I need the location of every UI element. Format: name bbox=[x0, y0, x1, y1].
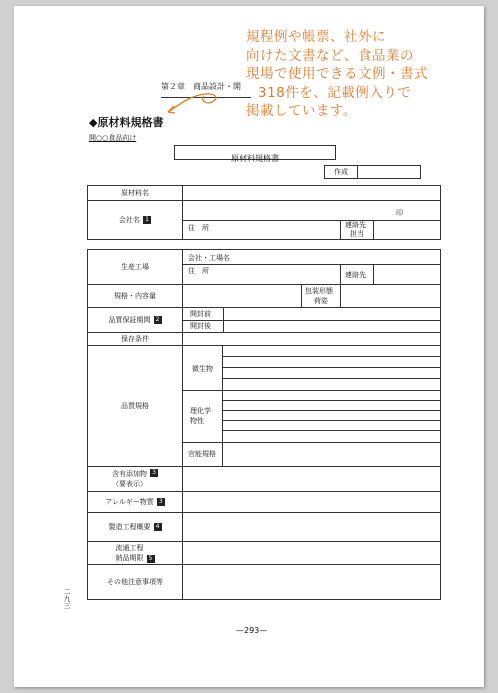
notes-row bbox=[88, 565, 440, 599]
seal-label: 印 bbox=[396, 209, 403, 217]
factory-address-label: 住 所 bbox=[188, 267, 209, 275]
factory-label: 生産工場 bbox=[88, 250, 183, 284]
additives-row bbox=[88, 467, 440, 492]
distribution-row bbox=[88, 542, 440, 565]
note-line-2: 向けた文書など、食品業の bbox=[246, 47, 414, 64]
contact-label: 連絡先 bbox=[345, 221, 366, 229]
material-name-label: 原材料名 bbox=[88, 186, 183, 200]
packaging-label: 包装形態 bbox=[305, 287, 333, 295]
physchem-label: 理化学 物性 bbox=[190, 407, 211, 425]
company-row bbox=[88, 201, 440, 239]
process-text: 製造工程概要 bbox=[108, 523, 151, 531]
company-label bbox=[88, 201, 183, 239]
shelf-life-row bbox=[88, 308, 440, 333]
distribution-label bbox=[88, 542, 183, 564]
sensory-label: 官能規格 bbox=[188, 450, 216, 458]
weight-label: 荷姿 bbox=[314, 297, 328, 305]
note-line-4: 318件を、記載例入りで bbox=[258, 84, 412, 101]
factory-name-label: 会社・工場名 bbox=[188, 254, 230, 262]
company-num: 1 bbox=[143, 216, 151, 224]
note-line-3: 現場で使用できる文例・書式 bbox=[246, 66, 428, 82]
notes-label: その他注意事項等 bbox=[88, 565, 183, 599]
process-label bbox=[88, 513, 183, 541]
microbe-label: 微生物 bbox=[192, 365, 213, 373]
page-number: —293— bbox=[236, 626, 268, 635]
note-line-1: 規程例や帳票、社外に bbox=[246, 29, 386, 45]
person-label: 担当 bbox=[350, 230, 364, 238]
shelf-num: 2 bbox=[154, 316, 162, 324]
annotation-arrow bbox=[160, 88, 230, 123]
process-row bbox=[88, 513, 440, 542]
chapter-header: 第２章 商品設計・開 bbox=[161, 82, 241, 91]
shelf-life-text: 品質保証期間 bbox=[108, 316, 151, 324]
factory-contact-label: 連絡先 bbox=[345, 271, 366, 279]
spec-volume-row bbox=[88, 285, 440, 308]
created-box bbox=[324, 165, 421, 179]
address-label: 住 所 bbox=[188, 224, 209, 232]
subtitle: 開○○食品向け bbox=[89, 134, 137, 142]
doc-title: 原材料規格書 bbox=[231, 154, 279, 163]
allergen-row bbox=[88, 492, 440, 513]
spec-form-lower bbox=[87, 249, 441, 600]
distribution-num: 5 bbox=[147, 555, 155, 563]
spec-form-upper bbox=[87, 185, 441, 240]
storage-row bbox=[88, 333, 440, 346]
distribution-text: 流通工程 納品期限 bbox=[115, 544, 144, 562]
spec-volume-label: 規格・内容量 bbox=[88, 285, 183, 307]
allergen-text: アレルギー物質 bbox=[105, 498, 154, 506]
allergen-label bbox=[88, 492, 183, 512]
doc-title-box bbox=[174, 145, 336, 163]
additives-label bbox=[88, 467, 183, 491]
note-line-5: 掲載しています。 bbox=[246, 103, 357, 119]
material-name-row bbox=[88, 186, 440, 201]
additives-num: 3 bbox=[150, 469, 158, 477]
shelf-life-label bbox=[88, 308, 183, 332]
process-num: 4 bbox=[154, 523, 162, 531]
quality-spec-label: 品質規格 bbox=[88, 346, 183, 466]
additives-text: 含有添加物 （要表示） bbox=[112, 470, 147, 488]
quality-spec-row bbox=[88, 346, 440, 467]
after-open-label: 開封後 bbox=[190, 322, 211, 330]
created-label: 作成 bbox=[334, 168, 348, 176]
side-page-number: 二九三 bbox=[63, 588, 71, 609]
section-title: ◆原材料規格書 bbox=[89, 116, 164, 129]
allergen-num: 3 bbox=[157, 498, 165, 506]
storage-label: 保存条件 bbox=[88, 333, 183, 345]
company-label-text: 会社名 bbox=[119, 216, 140, 224]
before-open-label: 開封前 bbox=[190, 310, 211, 318]
handwritten-note bbox=[246, 28, 481, 121]
factory-row bbox=[88, 250, 440, 285]
